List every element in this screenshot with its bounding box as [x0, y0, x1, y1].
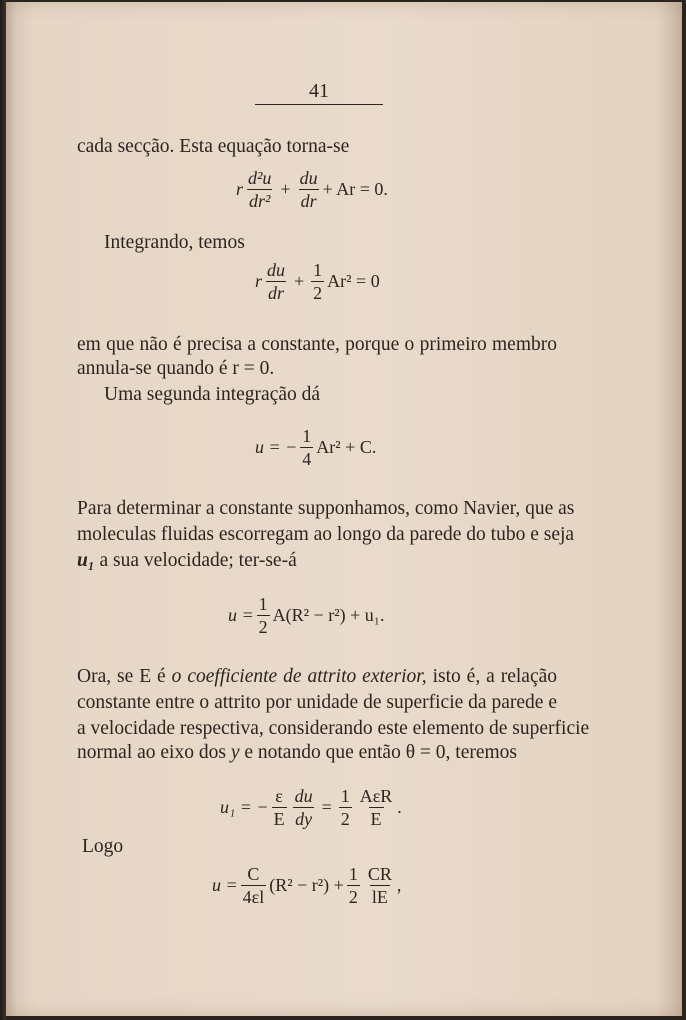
eq1-plus: +	[280, 179, 291, 199]
eq6-num3: CR	[367, 864, 392, 884]
equation-4	[228, 594, 385, 637]
eq2-frac2	[311, 260, 324, 303]
eq2-num1: du	[267, 260, 286, 280]
eq6-end: ,	[396, 875, 402, 895]
eq3-frac	[300, 426, 313, 469]
equation-1	[236, 168, 388, 211]
eq6-frac3	[366, 864, 394, 907]
eq5-end: .	[397, 797, 402, 817]
eq5-num2: du	[294, 786, 313, 806]
eq1-den1: dr²	[249, 191, 271, 211]
eq4-den: 2	[258, 617, 268, 637]
eq6-den3: lE	[371, 887, 388, 907]
text-line-4: annula-se quando é r = 0.	[77, 358, 275, 379]
eq6-num1: C	[247, 864, 260, 884]
y-variable: y	[230, 742, 240, 763]
eq6-den2: 2	[348, 887, 358, 907]
eq5-frac2	[293, 786, 315, 829]
eq5-num1: ε	[275, 786, 283, 806]
text-line-6: Para determinar a constante supponhamos, como Navier, que as	[77, 498, 575, 519]
text-line-13: Logo	[82, 836, 124, 857]
eq6-lhs: u =	[212, 875, 238, 895]
eq3-den: 4	[302, 449, 312, 469]
text-line-7: moleculas fluidas escorregam ao longo da parede do tubo e seja	[77, 524, 575, 545]
eq6-den1: 4εl	[242, 887, 265, 907]
text-line-1: cada secção. Esta equação torna-se	[77, 136, 350, 157]
eq1-den2: dr	[300, 191, 317, 211]
eq6-num2: 1	[348, 864, 358, 884]
eq3-rest: Ar² + C.	[316, 437, 377, 457]
eq5-num4: AεR	[359, 786, 393, 806]
eq1-rest: + Ar = 0.	[322, 179, 388, 199]
text-line-9-c: isto é, a relação	[432, 666, 558, 687]
eq5-frac3	[339, 786, 352, 829]
eq5-den2: dy	[295, 809, 313, 829]
eq6-frac2	[347, 864, 360, 907]
eq2-den2: 2	[313, 283, 323, 303]
eq5-num3: 1	[340, 786, 350, 806]
eq4-frac	[257, 594, 270, 637]
text-line-2: Integrando, temos	[104, 232, 245, 253]
equation-2	[255, 260, 380, 303]
text-line-8	[77, 550, 557, 572]
text-line-9-a: Ora, se E é	[77, 666, 166, 687]
eq1-frac1	[246, 168, 273, 211]
equation-5	[220, 786, 402, 829]
eq5-frac1	[272, 786, 287, 829]
text-line-9	[77, 666, 557, 688]
eq4-rest: A(R² − r²) + u₁.	[272, 605, 385, 625]
eq3-num: 1	[302, 426, 312, 446]
page-number: 41	[309, 80, 329, 102]
eq4-num: 1	[258, 594, 268, 614]
eq5-den4: E	[370, 809, 382, 829]
eq5-equals: =	[321, 797, 332, 817]
eq4-lhs: u =	[228, 605, 254, 625]
eq2-plus: +	[294, 271, 305, 291]
text-line-5: Uma segunda integração dá	[104, 384, 321, 405]
eq2-num2: 1	[313, 260, 323, 280]
eq6-frac1	[241, 864, 267, 907]
eq5-lhs: u₁ = −	[220, 797, 269, 817]
equation-6	[212, 864, 401, 907]
text-line-3: em que não é precisa a constante, porque o primeiro membro	[77, 334, 557, 355]
text-line-9-italic: o coefficiente de attrito exterior,	[171, 666, 427, 687]
text-line-12-a: normal ao eixo dos	[77, 742, 226, 763]
eq3-lhs: u = −	[255, 437, 298, 457]
text-line-12-b: e notando que então θ = 0, teremos	[244, 742, 518, 763]
eq2-r: r	[255, 271, 263, 291]
eq5-frac4	[358, 786, 395, 829]
eq6-mid: (R² − r²) +	[269, 875, 344, 895]
eq5-den3: 2	[340, 809, 350, 829]
eq1-r: r	[236, 179, 244, 199]
eq1-num2: du	[299, 168, 318, 188]
text-line-11: a velocidade respectiva, considerando este elemento de superficie	[77, 718, 590, 739]
eq1-num1: d²u	[248, 168, 272, 188]
eq2-rest: Ar² = 0	[327, 271, 380, 291]
equation-3	[255, 426, 376, 469]
u1-variable: u₁	[77, 550, 95, 571]
text-line-10: constante entre o attrito por unidade de superficie da parede e	[77, 692, 557, 713]
eq5-den1: E	[273, 809, 285, 829]
text-line-12	[77, 742, 557, 764]
header-rule	[255, 104, 383, 105]
eq2-frac1	[265, 260, 287, 303]
text-line-8-rest: a sua velocidade; ter-se-á	[99, 550, 297, 571]
eq1-frac2	[298, 168, 320, 211]
eq2-den1: dr	[268, 283, 285, 303]
